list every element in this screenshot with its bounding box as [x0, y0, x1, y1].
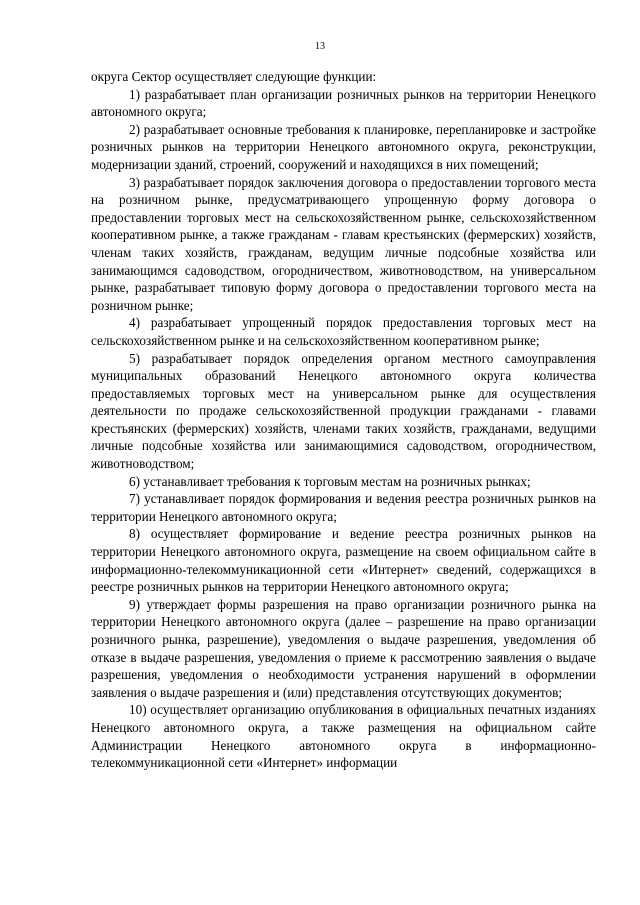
list-item-3: 3) разрабатывает порядок заключения договора о предоставлении торгового места на розничном рынке, предусматривающего упрощенную форму договора о предоставлении торговых мест на сельскохозяйственном рынке, сельскохозяйственном кооперативном рынке, а также гражданам - главам крестьянских (фермерских) хозяйств, членам таких хозяйств, гражданам, ведущим личные подсобные хозяйства или занимающимся садоводством, огородничеством, животноводством, на универсальном рынке, разрабатывает типовую форму договора о предоставлении торгового места на розничном рынке;: [91, 174, 596, 313]
list-item-8: 8) осуществляет формирование и ведение реестра розничных рынков на территории Ненецкого автономного округа, размещение на своем официальном сайте в информационно-телекоммуникационной сети «Интернет» сведений, содержащихся в реестре розничных рынков на территории Ненецкого автономного округа;: [91, 526, 596, 595]
page-number: 13: [315, 41, 325, 52]
list-item-10: 10) осуществляет организацию опубликования в официальных печатных изданиях Ненецкого автономного округа, а также размещения на официальном сайте Администрации Ненецкого автономного округа в информационно-телекоммуникационной сети «Интернет» информации: [91, 702, 596, 771]
list-item-1: 1) разрабатывает план организации розничных рынков на территории Ненецкого автономного округа;: [91, 86, 596, 120]
list-item-9: 9) утверждает формы разрешения на право организации розничного рынка на территории Ненецкого автономного округа (далее – разрешение на право организации розничного рынка, разрешение), уведомления о выдаче разрешения, уведомления об отказе в выдаче разрешения, уведомления о приеме к рассмотрению заявления о выдаче разрешения, уведомления о необходимости устранения нарушений в оформлении заявления о выдаче разрешения и (или) представления отсутствующих документов;: [91, 596, 596, 700]
list-item-7: 7) устанавливает порядок формирования и ведения реестра розничных рынков на территории Ненецкого автономного округа;: [91, 491, 596, 524]
list-item-6: 6) устанавливает требования к торговым местам на розничных рынках;: [129, 473, 531, 489]
list-item-2: 2) разрабатывает основные требования к планировке, перепланировке и застройке розничных рынков на территории Ненецкого автономного округа, реконструкции, модернизации зданий, строений, сооружений и находящихся в них помещений;: [91, 121, 596, 172]
document-body: [91, 68, 596, 772]
intro-paragraph: округа Сектор осуществляет следующие функции:: [91, 69, 377, 84]
list-item-4: 4) разрабатывает упрощенный порядок предоставления торговых мест на сельскохозяйственном рынке и на сельскохозяйственном кооперативном рынке;: [91, 315, 596, 348]
list-item-5: 5) разрабатывает порядок определения органом местного самоуправления муниципальных образований Ненецкого автономного округа количества предоставляемых торговых мест на универсальном рынке для осуществления деятельности по продаже сельскохозяйственной продукции гражданами - главами крестьянских (фермерских) хозяйств, членами таких хозяйств, гражданами, ведущими личные подсобные хозяйства или занимающимися садоводством, огородничеством, животноводством;: [91, 350, 596, 472]
